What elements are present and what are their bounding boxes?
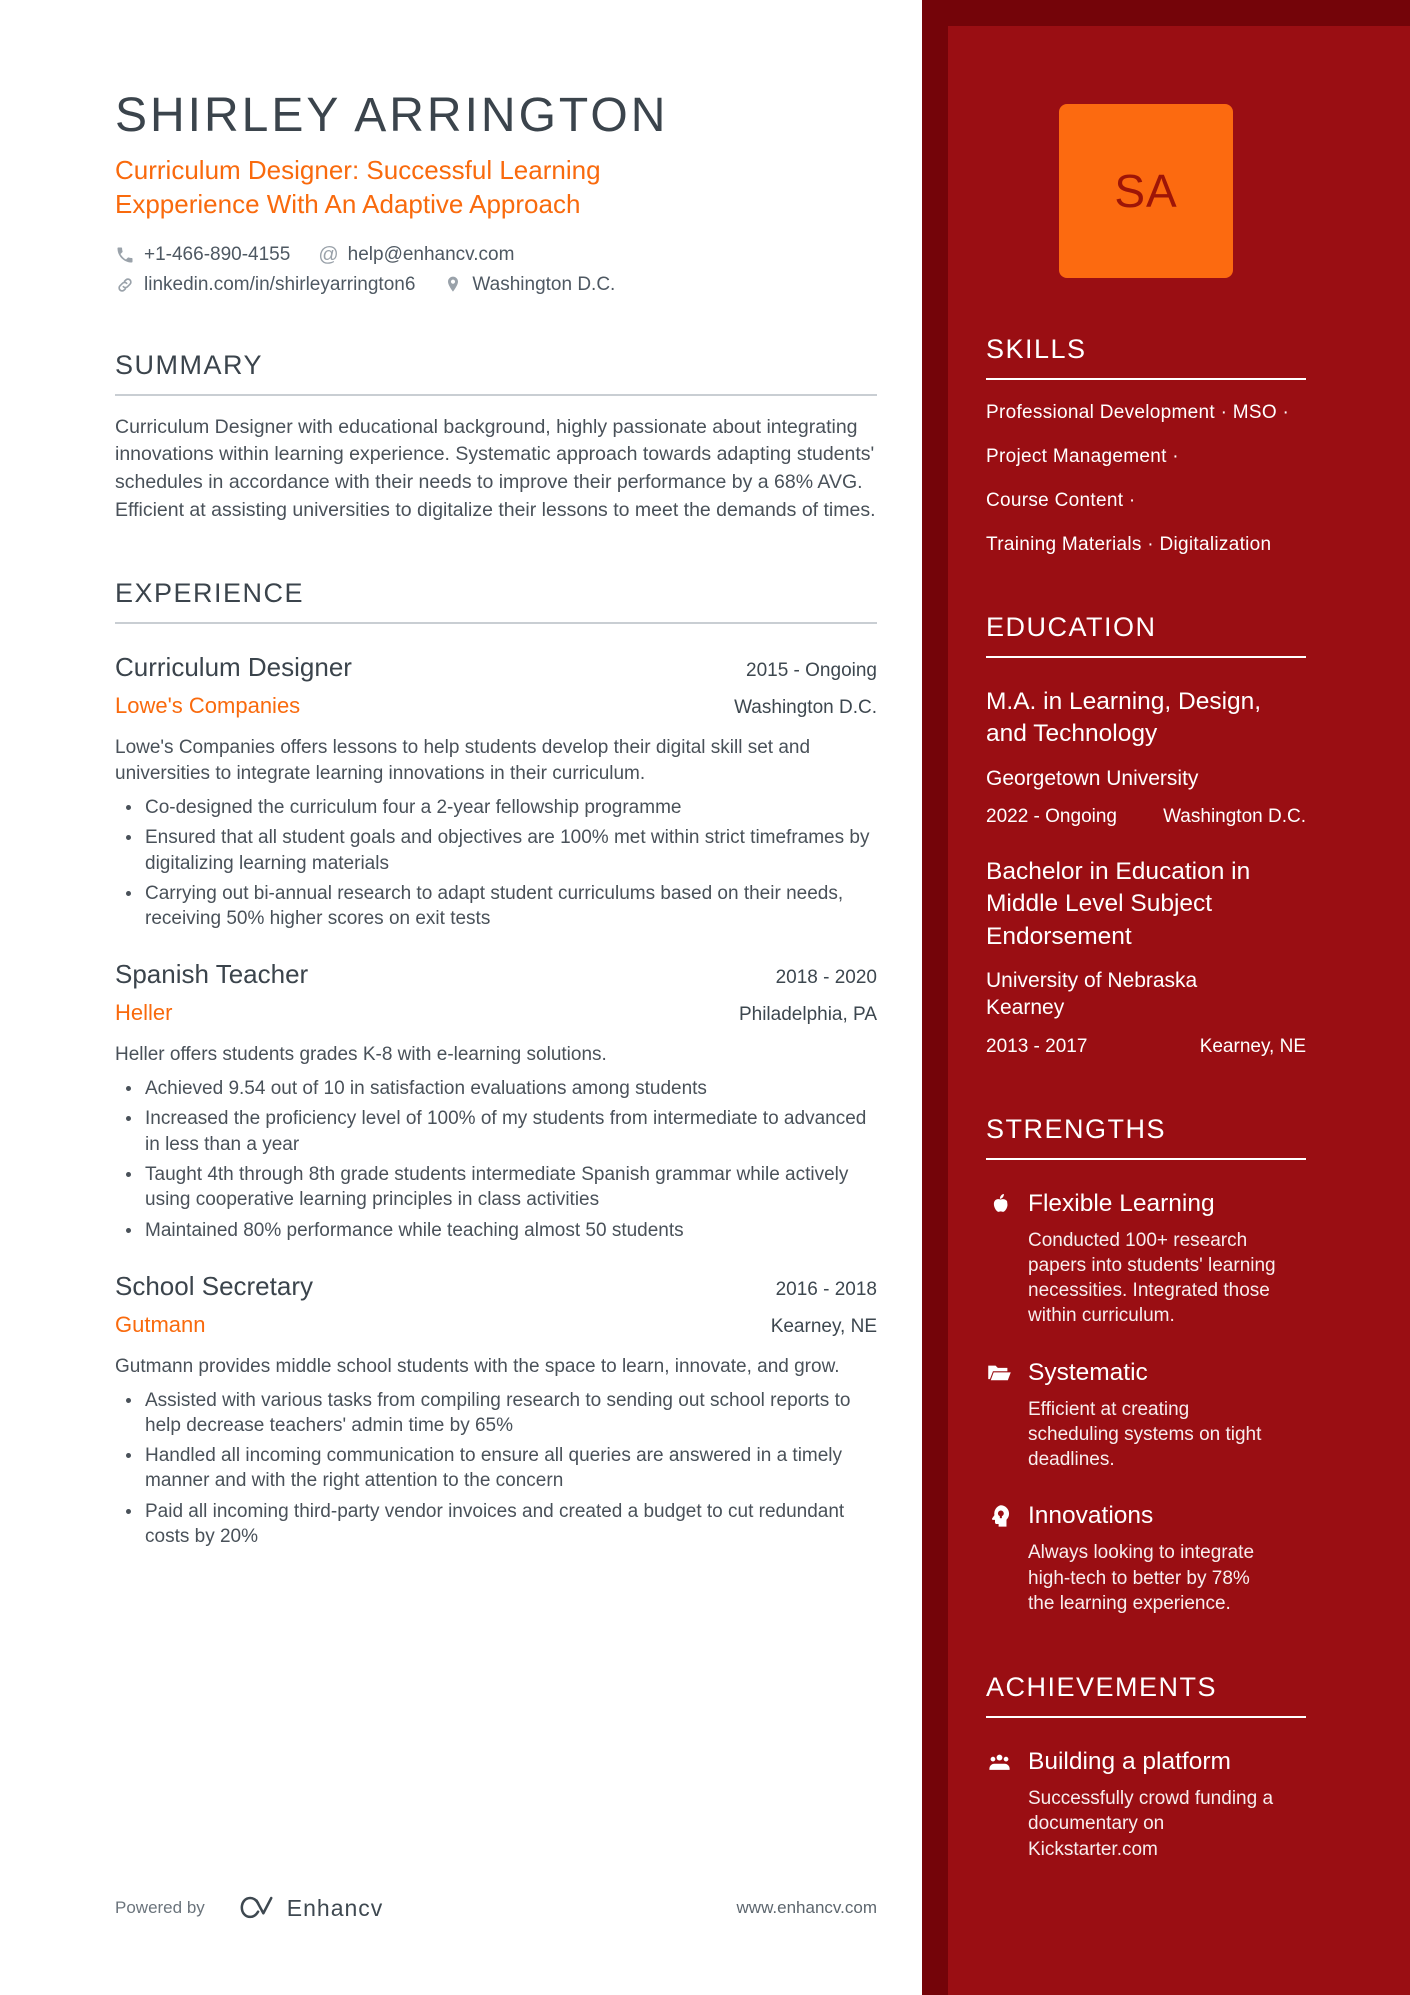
education-school: University of Nebraska Kearney bbox=[986, 968, 1198, 1020]
job-location: Kearney, NE bbox=[770, 1315, 877, 1337]
education-meta bbox=[986, 1036, 1306, 1058]
job-company: Heller bbox=[115, 1000, 173, 1026]
skill-line: Course Content · bbox=[986, 490, 1136, 511]
footer bbox=[115, 1893, 877, 1923]
footer-website[interactable]: www.enhancv.com bbox=[736, 1898, 877, 1917]
enhancv-brand-text[interactable]: Enhancv bbox=[286, 1894, 384, 1921]
job-entry bbox=[115, 652, 877, 931]
achievements-heading: ACHIEVEMENTS bbox=[986, 1672, 1306, 1718]
experience-section bbox=[115, 578, 877, 1549]
strengths-section bbox=[986, 1114, 1306, 1617]
education-meta bbox=[986, 806, 1306, 828]
summary-section bbox=[115, 350, 877, 525]
strength-item bbox=[986, 1190, 1306, 1329]
job-company: Gutmann bbox=[115, 1311, 206, 1337]
job-description: Lowe's Companies offers lessons to help students develop their digital skill set and universities to integrate learning innovations in their curriculum. bbox=[115, 737, 811, 785]
location-pin-icon bbox=[443, 275, 463, 295]
job-title: Spanish Teacher bbox=[115, 959, 309, 990]
summary-heading: SUMMARY bbox=[115, 350, 877, 396]
education-entry bbox=[986, 686, 1306, 828]
users-icon bbox=[986, 1749, 1013, 1776]
main-column bbox=[115, 0, 877, 1549]
job-entry bbox=[115, 959, 877, 1242]
skill-line: Training Materials · Digitalization bbox=[986, 534, 1272, 555]
skill-line: Project Management · bbox=[986, 446, 1179, 467]
contact-block bbox=[115, 244, 877, 296]
education-degree: M.A. in Learning, Design, and Technology bbox=[986, 688, 1262, 748]
experience-heading: EXPERIENCE bbox=[115, 578, 877, 624]
linkedin-contact[interactable] bbox=[115, 274, 415, 296]
avatar-initials: SA bbox=[1114, 165, 1178, 217]
job-title: School Secretary bbox=[115, 1270, 313, 1301]
email-contact[interactable] bbox=[318, 244, 514, 267]
phone-icon bbox=[115, 245, 135, 265]
achievement-text: Successfully crowd funding a documentary on Kickstarter.com bbox=[1028, 1788, 1274, 1860]
job-title-row bbox=[115, 959, 877, 990]
avatar bbox=[1059, 104, 1233, 278]
education-entry bbox=[986, 856, 1306, 1058]
person-headline: Curriculum Designer: Successful Learning Expperience With An Adaptive Approach bbox=[115, 155, 601, 220]
job-bullet: Maintained 80% performance while teaching almost 50 students bbox=[115, 1218, 877, 1243]
strength-title: Innovations bbox=[1028, 1502, 1154, 1530]
job-description: Gutmann provides middle school students with the space to learn, innovate, and grow. bbox=[115, 1355, 840, 1377]
job-bullet-list bbox=[115, 1076, 877, 1243]
achievement-item bbox=[986, 1748, 1306, 1862]
apple-icon bbox=[986, 1191, 1013, 1218]
sidebar bbox=[922, 0, 1410, 1995]
at-icon: @ bbox=[318, 243, 339, 266]
job-dates: 2015 - Ongoing bbox=[746, 660, 877, 682]
job-location: Washington D.C. bbox=[734, 697, 877, 719]
contact-row-1 bbox=[115, 244, 877, 267]
link-icon bbox=[115, 275, 135, 295]
email-address: help@enhancv.com bbox=[347, 244, 515, 266]
job-company-row bbox=[115, 1302, 877, 1338]
job-bullet: Achieved 9.54 out of 10 in satisfaction evaluations among students bbox=[115, 1076, 877, 1101]
job-location: Philadelphia, PA bbox=[738, 1004, 877, 1026]
person-name: SHIRLEY ARRINGTON bbox=[115, 89, 669, 142]
education-dates: 2013 - 2017 bbox=[986, 1035, 1088, 1057]
education-heading: EDUCATION bbox=[986, 612, 1306, 658]
job-bullet: Increased the proficiency level of 100% of my students from intermediate to advanced in less than a year bbox=[115, 1106, 877, 1157]
education-dates: 2022 - Ongoing bbox=[986, 805, 1117, 827]
skill-line: Professional Development · MSO · bbox=[986, 402, 1290, 423]
job-bullet: Ensured that all student goals and objectives are 100% met within strict timeframes by digitalizing learning materials bbox=[115, 825, 877, 876]
job-bullet: Carrying out bi-annual research to adapt student curriculums based on their needs, receiving 50% higher scores on exit tests bbox=[115, 881, 877, 932]
contact-row-2 bbox=[115, 274, 877, 296]
skills-section bbox=[986, 334, 1306, 556]
job-bullet: Assisted with various tasks from compiling research to sending out school reports to help decrease teachers' admin time by 65% bbox=[115, 1388, 877, 1439]
phone-contact[interactable] bbox=[115, 244, 290, 266]
strength-text: Always looking to integrate high-tech to better by 78% the learning experience. bbox=[1028, 1542, 1255, 1614]
strength-title: Systematic bbox=[1028, 1358, 1148, 1386]
education-location: Kearney, NE bbox=[1199, 1035, 1306, 1057]
strength-text: Efficient at creating scheduling systems on tight deadlines. bbox=[1028, 1398, 1262, 1471]
job-bullet-list bbox=[115, 795, 877, 931]
linkedin-url: linkedin.com/in/shirleyarrington6 bbox=[144, 273, 416, 295]
job-company-row bbox=[115, 683, 877, 719]
job-title-row bbox=[115, 1271, 877, 1302]
head-idea-icon bbox=[986, 1503, 1013, 1530]
location-contact bbox=[443, 274, 615, 296]
strength-text: Conducted 100+ research papers into students' learning necessities. Integrated those within curriculum. bbox=[1028, 1229, 1276, 1327]
education-degree: Bachelor in Education in Middle Level Subject Endorsement bbox=[986, 857, 1251, 950]
job-company: Lowe's Companies bbox=[115, 693, 301, 719]
job-bullet: Co-designed the curriculum four a 2-year fellowship programme bbox=[115, 795, 877, 820]
job-dates: 2018 - 2020 bbox=[775, 967, 877, 989]
strengths-heading: STRENGTHS bbox=[986, 1114, 1306, 1160]
location-text: Washington D.C. bbox=[472, 273, 616, 295]
education-location: Washington D.C. bbox=[1163, 805, 1306, 827]
job-entry bbox=[115, 1271, 877, 1549]
folder-open-icon bbox=[986, 1360, 1013, 1387]
job-description: Heller offers students grades K-8 with e-learning solutions. bbox=[115, 1044, 607, 1066]
job-bullet: Handled all incoming communication to ensure all queries are answered in a timely manner and with the right attention to the concern bbox=[115, 1443, 877, 1494]
skills-heading: SKILLS bbox=[986, 334, 1306, 380]
job-company-row bbox=[115, 990, 877, 1026]
strength-item bbox=[986, 1359, 1306, 1473]
job-dates: 2016 - 2018 bbox=[775, 1278, 877, 1300]
job-bullet: Taught 4th through 8th grade students intermediate Spanish grammar while actively using cooperative learning principles in class activities bbox=[115, 1162, 877, 1213]
job-title-row bbox=[115, 652, 877, 683]
strength-title: Flexible Learning bbox=[1028, 1189, 1215, 1217]
sidebar-left-strip bbox=[922, 0, 948, 1995]
summary-text: Curriculum Designer with educational background, highly passionate about integrating innovations within learning experience. Systematic approach towards adapting students' schedules in accordance with their needs to improve their performance by a 68% AVG. Efficient at assisting universities to digitalize their lessons to meet the demands of times. bbox=[115, 415, 876, 521]
job-bullet: Paid all incoming third-party vendor invoices and created a budget to cut redundant costs by 20% bbox=[115, 1499, 877, 1550]
job-title: Curriculum Designer bbox=[115, 652, 352, 683]
sidebar-content bbox=[986, 0, 1306, 1862]
education-school: Georgetown University bbox=[986, 766, 1199, 790]
phone-number: +1-466-890-4155 bbox=[144, 244, 291, 266]
enhancv-logo-icon[interactable] bbox=[235, 1893, 277, 1923]
strength-item bbox=[986, 1502, 1306, 1616]
powered-by-label: Powered by bbox=[115, 1898, 205, 1917]
achievement-title: Building a platform bbox=[1028, 1748, 1231, 1776]
achievements-section bbox=[986, 1672, 1306, 1862]
education-section bbox=[986, 612, 1306, 1058]
job-bullet-list bbox=[115, 1388, 877, 1550]
